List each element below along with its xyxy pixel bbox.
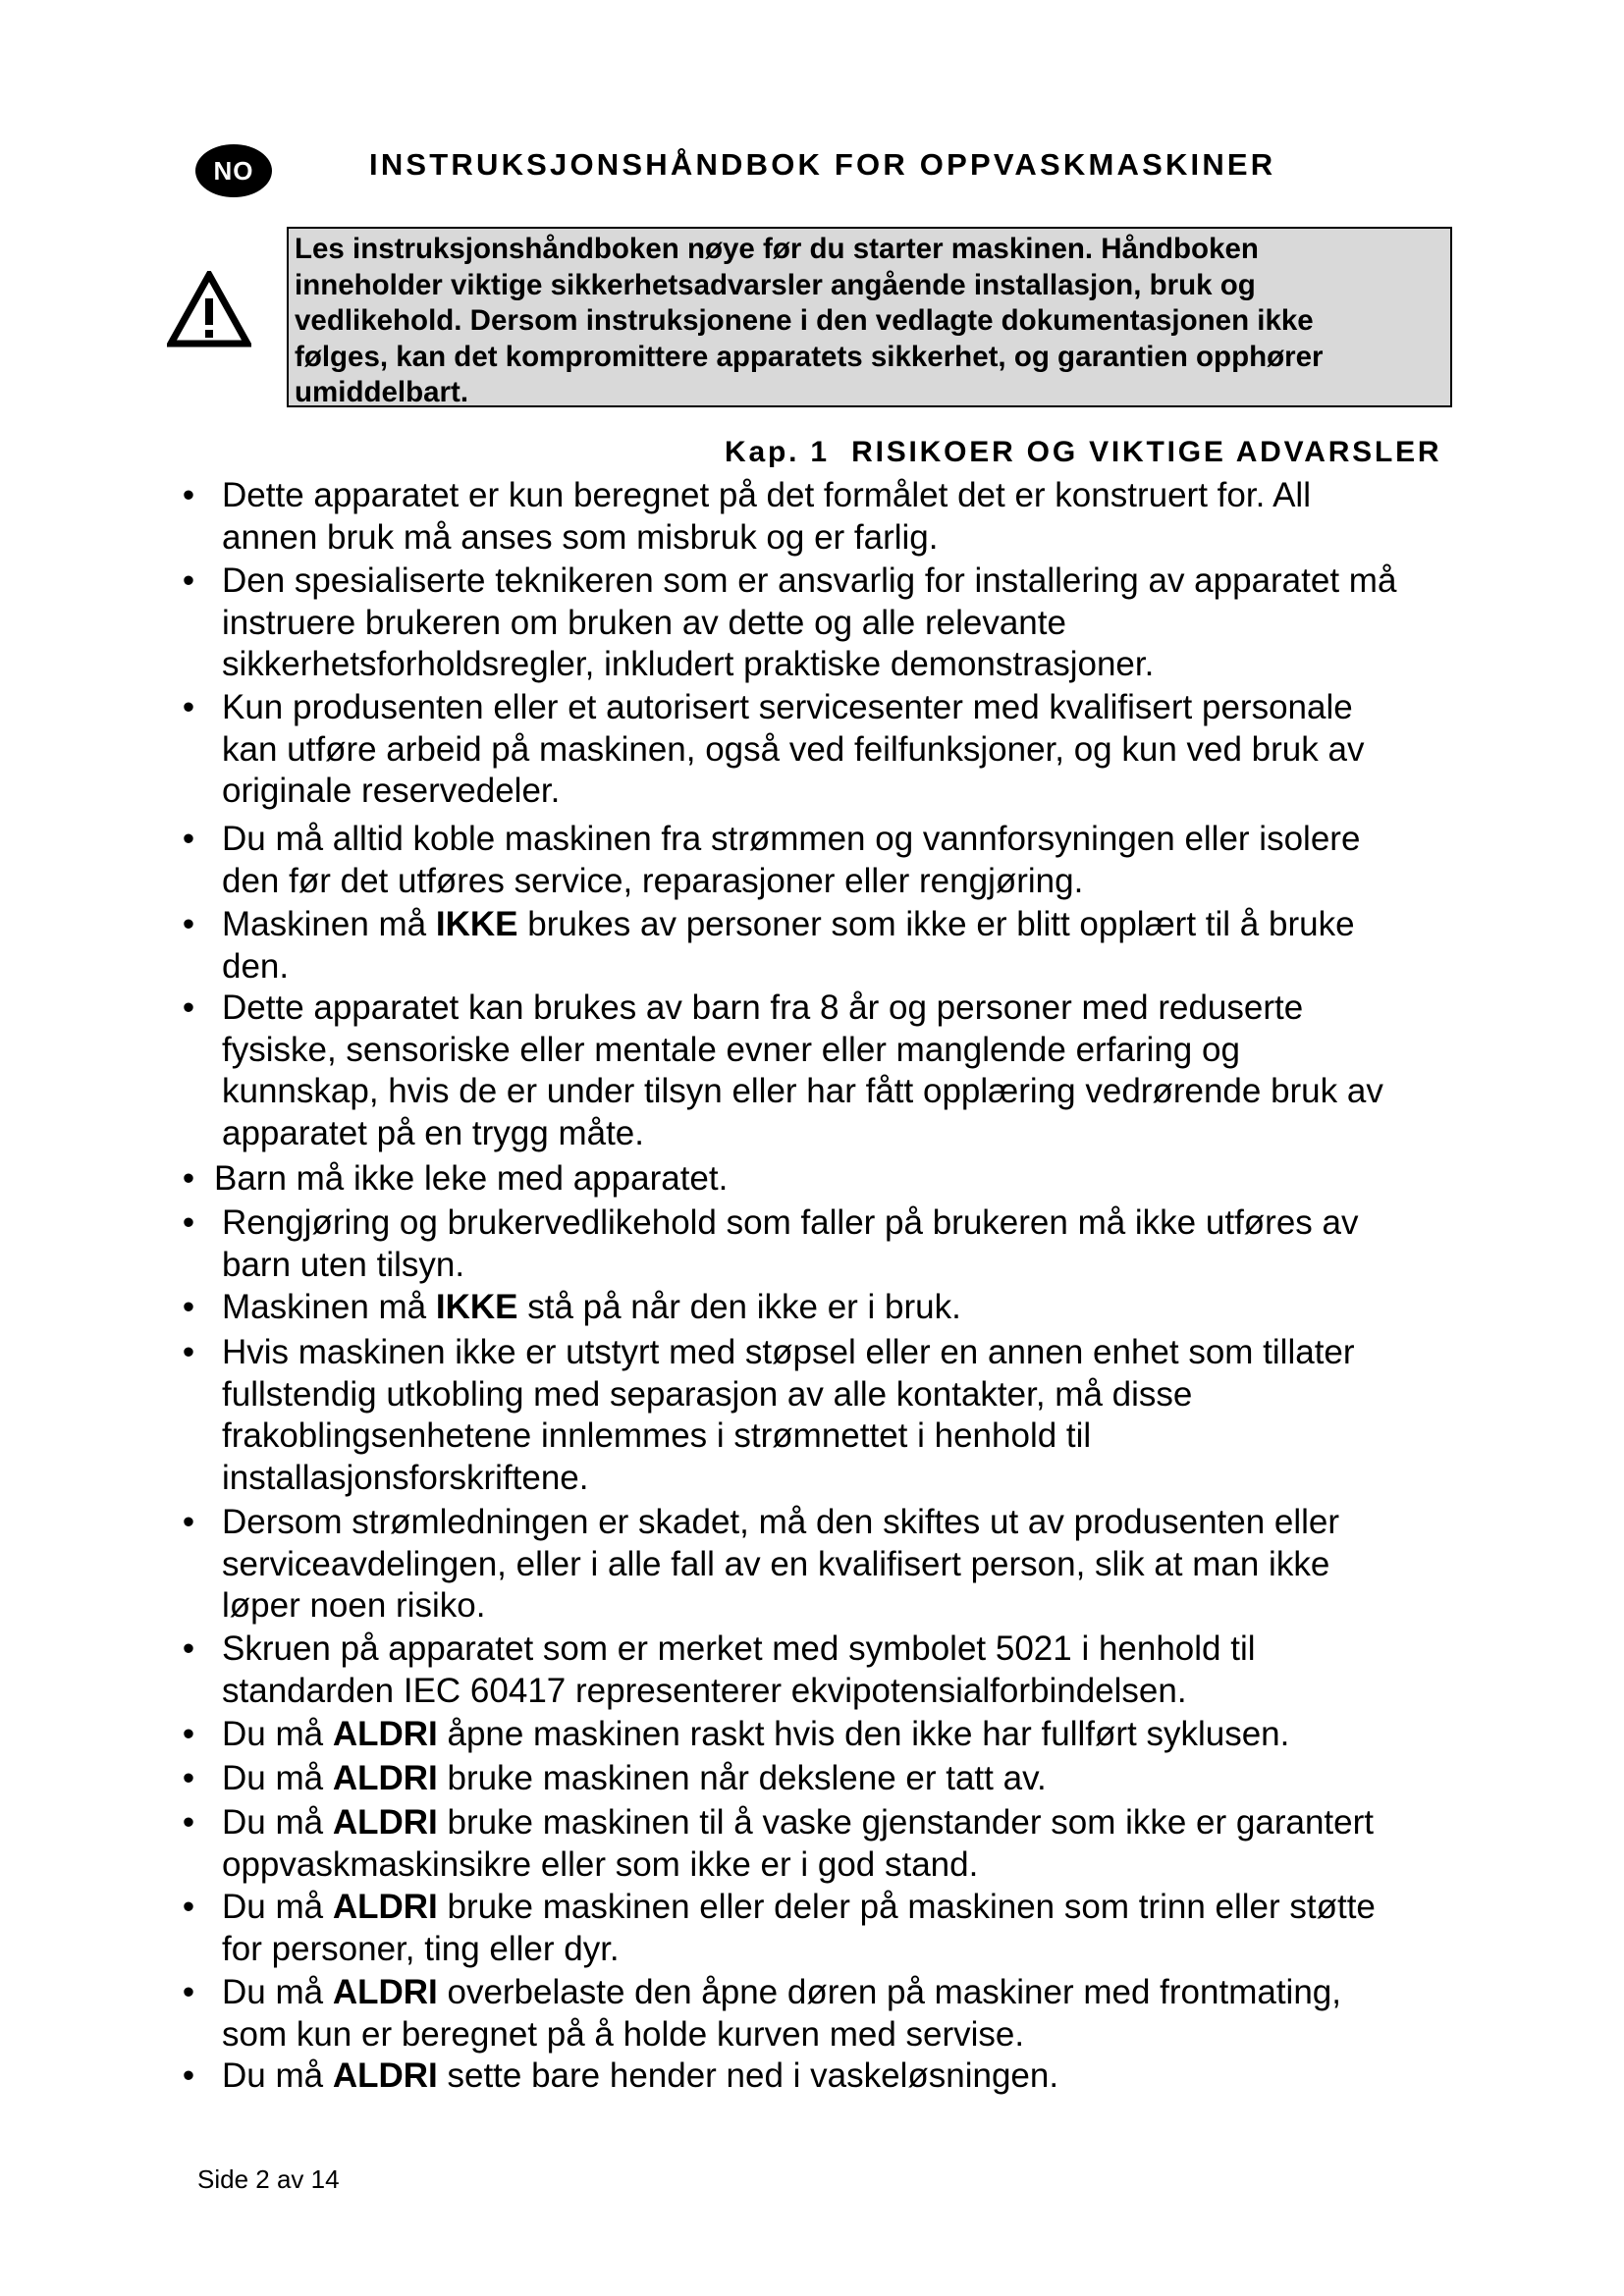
bullet-icon: • — [182, 1629, 195, 1668]
bullet-icon: • — [182, 1973, 195, 2011]
item-line: kan utføre arbeid på maskinen, også ved feilfunksjoner, og kun ved bruk av — [222, 729, 1365, 769]
bullet-icon: • — [182, 476, 195, 514]
item-line — [222, 1758, 1469, 1800]
item-text: brukes av personer som ikke er blitt opplært til å bruke — [517, 905, 1355, 943]
list-item — [182, 1758, 1469, 1800]
item-text: bruke maskinen til å vaske gjenstander som ikke er garantert — [437, 1803, 1374, 1842]
item-line: Du må alltid koble maskinen fra strømmen og vannforsyningen eller isolere — [222, 820, 1361, 858]
warning-triangle-icon — [167, 271, 251, 347]
chapter-label: Kap. 1 — [725, 436, 830, 468]
page-number: Side 2 av 14 — [197, 2164, 340, 2194]
item-text: Du må — [222, 1803, 333, 1842]
item-line: Kun produsenten eller et autorisert servicesenter med kvalifisert personale — [222, 688, 1353, 726]
item-line: Barn må ikke leke med apparatet. — [214, 1159, 729, 1198]
language-badge: NO — [195, 144, 272, 197]
item-line: apparatet på en trygg måte. — [222, 1113, 644, 1152]
list-item — [182, 1629, 1469, 1712]
list-item — [182, 561, 1469, 686]
list-item — [182, 1714, 1469, 1756]
item-text: stå på når den ikke er i bruk. — [517, 1288, 961, 1326]
item-text: bruke maskinen når dekslene er tatt av. — [437, 1759, 1047, 1797]
emphasis-text: ALDRI — [332, 1759, 438, 1797]
item-text: åpne maskinen raskt hvis den ikke har fullført syklusen. — [437, 1715, 1290, 1753]
item-line: som kun er beregnet på å holde kurven med servise. — [222, 2014, 1025, 2054]
bullet-icon: • — [182, 688, 195, 726]
item-line: Skruen på apparatet som er merket med symbolet 5021 i henhold til — [222, 1629, 1256, 1668]
item-line: annen bruk må anses som misbruk og er farlig. — [222, 517, 939, 557]
list-item — [182, 1802, 1469, 1886]
list-item — [182, 819, 1469, 902]
bullet-icon: • — [182, 1803, 195, 1842]
notice-line: Les instruksjonshåndboken nøye før du starter maskinen. Håndboken — [295, 233, 1259, 265]
bullet-icon: • — [182, 1759, 195, 1797]
item-line — [222, 1972, 1469, 2014]
emphasis-text: ALDRI — [332, 1803, 438, 1842]
document-title: INSTRUKSJONSHÅNDBOK FOR OPPVASKMASKINER — [369, 147, 1276, 182]
list-item — [182, 1972, 1469, 2056]
item-text: Du må — [222, 1973, 333, 2011]
list-item — [182, 1887, 1469, 1970]
bullet-icon: • — [182, 2056, 195, 2095]
item-line: instruere brukeren om bruken av dette og alle relevante — [222, 603, 1066, 642]
chapter-title: RISIKOER OG VIKTIGE ADVARSLER — [851, 436, 1442, 468]
item-line — [222, 1714, 1469, 1756]
list-item — [182, 1332, 1469, 1499]
item-line: barn uten tilsyn. — [222, 1245, 465, 1284]
item-line: oppvaskmaskinsikre eller som ikke er i god stand. — [222, 1844, 979, 1884]
safety-notice-box — [287, 227, 1452, 407]
emphasis-text: ALDRI — [332, 1973, 438, 2011]
item-line: den. — [222, 946, 290, 986]
chapter-heading — [725, 436, 1441, 469]
item-line: frakoblingsenhetene innlemmes i strømnettet i henhold til — [222, 1416, 1092, 1455]
item-line: den før det utføres service, reparasjoner eller rengjøring. — [222, 861, 1084, 900]
bullet-icon: • — [182, 1203, 195, 1242]
list-item — [182, 1202, 1469, 1286]
item-line — [222, 1287, 1469, 1329]
item-text: Maskinen må — [222, 905, 436, 943]
item-line: Dette apparatet kan brukes av barn fra 8 år og personer med reduserte — [222, 988, 1304, 1027]
emphasis-text: ALDRI — [332, 2056, 438, 2095]
item-line — [222, 1887, 1469, 1929]
bullet-icon: • — [182, 820, 195, 858]
item-line: Dette apparatet er kun beregnet på det formålet det er konstruert for. All — [222, 476, 1311, 514]
item-text: sette bare hender ned i vaskeløsningen. — [437, 2056, 1059, 2095]
item-text: Du må — [222, 1715, 333, 1753]
item-line — [222, 904, 1469, 946]
item-text: overbelaste den åpne døren på maskiner med frontmating, — [437, 1973, 1341, 2011]
item-line: Den spesialiserte teknikeren som er ansvarlig for installering av apparatet må — [222, 561, 1397, 600]
item-line: installasjonsforskriftene. — [222, 1458, 589, 1497]
item-line — [222, 2056, 1469, 2098]
item-line: sikkerhetsforholdsregler, inkludert praktiske demonstrasjoner. — [222, 645, 1155, 683]
item-line: for personer, ting eller dyr. — [222, 1929, 620, 1968]
list-item — [182, 2056, 1469, 2098]
list-item — [182, 1287, 1469, 1329]
item-line: Hvis maskinen ikke er utstyrt med støpsel eller en annen enhet som tillater — [222, 1333, 1355, 1371]
notice-line: inneholder viktige sikkerhetsadvarsler angående installasjon, bruk og — [295, 268, 1256, 301]
emphasis-text: IKKE — [435, 905, 518, 943]
bullet-icon: • — [182, 905, 195, 943]
notice-line: vedlikehold. Dersom instruksjonene i den vedlagte dokumentasjonen ikke — [295, 304, 1314, 337]
emphasis-text: ALDRI — [332, 1715, 438, 1753]
bullet-icon: • — [182, 1715, 195, 1753]
list-item — [182, 988, 1469, 1154]
emphasis-text: IKKE — [435, 1288, 518, 1326]
item-line: Dersom strømledningen er skadet, må den skiftes ut av produsenten eller — [222, 1503, 1340, 1541]
notice-line: følges, kan det kompromittere apparatets sikkerhet, og garantien opphører — [295, 340, 1324, 373]
item-line: standarden IEC 60417 representerer ekvipotensialforbindelsen. — [222, 1671, 1187, 1710]
item-line: serviceavdelingen, eller i alle fall av en kvalifisert person, slik at man ikke — [222, 1544, 1330, 1583]
item-text: Du må — [222, 2056, 333, 2095]
item-text: Du må — [222, 1888, 333, 1926]
list-item — [182, 687, 1469, 813]
item-text: bruke maskinen eller deler på maskinen som trinn eller støtte — [437, 1888, 1376, 1926]
item-line: fullstendig utkobling med separasjon av alle kontakter, må disse — [222, 1374, 1193, 1414]
bullet-icon: • — [182, 561, 195, 600]
item-line: fysiske, sensoriske eller mentale evner eller manglende erfaring og — [222, 1030, 1240, 1069]
bullet-icon: • — [182, 1888, 195, 1926]
item-line: originale reservedeler. — [222, 772, 561, 810]
item-text: Du må — [222, 1759, 333, 1797]
item-line: kunnskap, hvis de er under tilsyn eller har fått opplæring vedrørende bruk av — [222, 1072, 1383, 1110]
item-line: Rengjøring og brukervedlikehold som faller på brukeren må ikke utføres av — [222, 1203, 1359, 1242]
bullet-icon: • — [182, 1159, 195, 1198]
emphasis-text: ALDRI — [332, 1888, 438, 1926]
bullet-icon: • — [182, 1333, 195, 1371]
item-line: løper noen risiko. — [222, 1586, 486, 1625]
list-item — [182, 475, 1469, 559]
list-item — [182, 904, 1469, 988]
list-item — [182, 1502, 1508, 1628]
bullet-icon: • — [182, 988, 195, 1027]
item-line — [222, 1802, 1469, 1844]
bullet-icon: • — [182, 1288, 195, 1326]
item-text: Maskinen må — [222, 1288, 436, 1326]
notice-line: umiddelbart. — [295, 376, 469, 408]
list-item — [182, 1158, 1461, 1201]
bullet-icon: • — [182, 1503, 195, 1541]
